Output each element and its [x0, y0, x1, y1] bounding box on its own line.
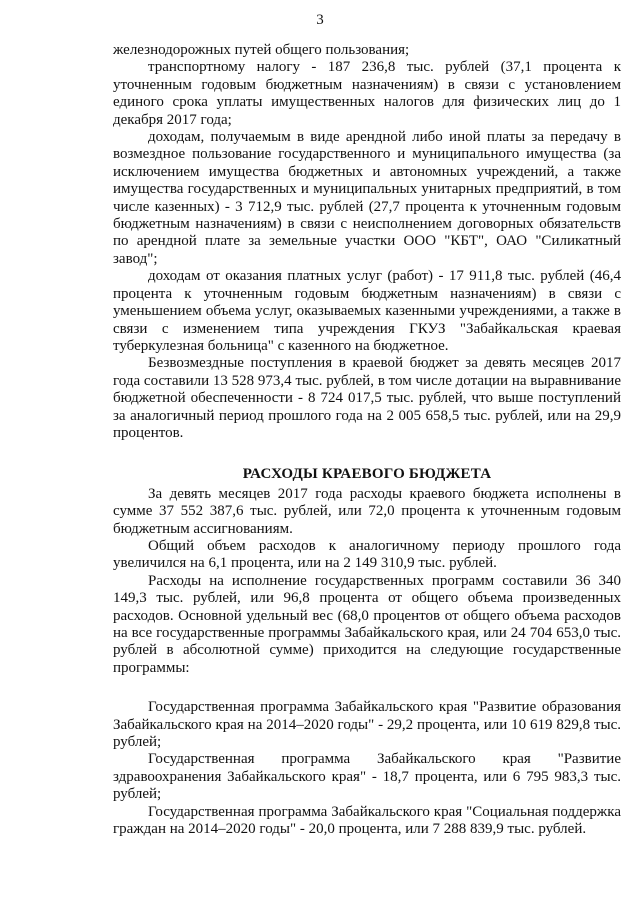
paragraph-programs-share: Расходы на исполнение государственных программ составили 36 340 149,3 тыс. рублей, или 96,8 процента от общего объема произведенных расходов. Основной удельный вес (68,0 процентов от общего объема расходов на все государственные программы Забайкальского края, или 24 704 653,0 тыс. рублей в абсолютной сумме) приходится на следующие государственные программы:: [113, 572, 621, 676]
paragraph-expenses-total: За девять месяцев 2017 года расходы краевого бюджета исполнены в сумме 37 552 387,6 тыс. рублей, или 72,0 процента к уточненным годовым бюджетным ассигнованиям.: [113, 485, 621, 537]
paragraph-transport-tax: транспортному налогу - 187 236,8 тыс. рублей (37,1 процента к уточненным годовым бюджетным назначениям) в связи с установлением единого срока уплаты имущественных налогов для физических лиц до 1 декабря 2017 года;: [113, 59, 621, 128]
paragraph-paid-services: доходам от оказания платных услуг (работ) - 17 911,8 тыс. рублей (46,4 процента к уточненным годовым бюджетным назначениям) в связи с уменьшением объема услуг, оказываемых казенными учреждениями, а также в связи с изменением типа учреждения ГКУЗ "Забайкальская краевая туберкулезная больница" с казенного на бюджетное.: [113, 268, 621, 354]
program-item-social-support: Государственная программа Забайкальского края "Социальная поддержка граждан на 2014–2020 годы" - 20,0 процента, или 7 288 839,9 тыс. рублей.: [113, 803, 621, 838]
page-number: 3: [316, 12, 324, 28]
document-body: [113, 42, 621, 838]
paragraph-rent-income: доходам, получаемым в виде арендной либо иной платы за передачу в возмездное пользование государственного и муниципального имущества (за исключением имущества бюджетных и автономных учреждений, а также имущества государственных и муниципальных унитарных предприятий, в том числе казенных) - 3 712,9 тыс. рублей (27,7 процента к уточненным годовым бюджетным назначениям) в связи с неисполнением договорных обязательств по арендной плате за земельные участки ООО "КБТ", ОАО "Силикатный завод";: [113, 129, 621, 267]
program-item-healthcare: Государственная программа Забайкальского края "Развитие здравоохранения Забайкальского края" - 18,7 процента, или 6 795 983,3 тыс. рублей;: [113, 751, 621, 803]
paragraph-continuation: железнодорожных путей общего пользования;: [113, 42, 410, 58]
paragraph-expenses-growth: Общий объем расходов к аналогичному периоду прошлого года увеличился на 6,1 процента, или на 2 149 310,9 тыс. рублей.: [113, 537, 621, 572]
section-heading: РАСХОДЫ КРАЕВОГО БЮДЖЕТА: [242, 466, 492, 483]
program-item-education: Государственная программа Забайкальского края "Развитие образования Забайкальского края на 2014–2020 годы" - 29,2 процента, или 10 619 829,8 тыс. рублей;: [113, 699, 621, 751]
paragraph-grants: Безвозмездные поступления в краевой бюджет за девять месяцев 2017 года составили 13 528 973,4 тыс. рублей, в том числе дотации на выравнивание бюджетной обеспеченности - 8 724 017,5 тыс. рублей, что выше поступлений за аналогичный период прошлого года на 2 005 658,5 тыс. рублей, или на 29,9 процентов.: [113, 355, 621, 441]
